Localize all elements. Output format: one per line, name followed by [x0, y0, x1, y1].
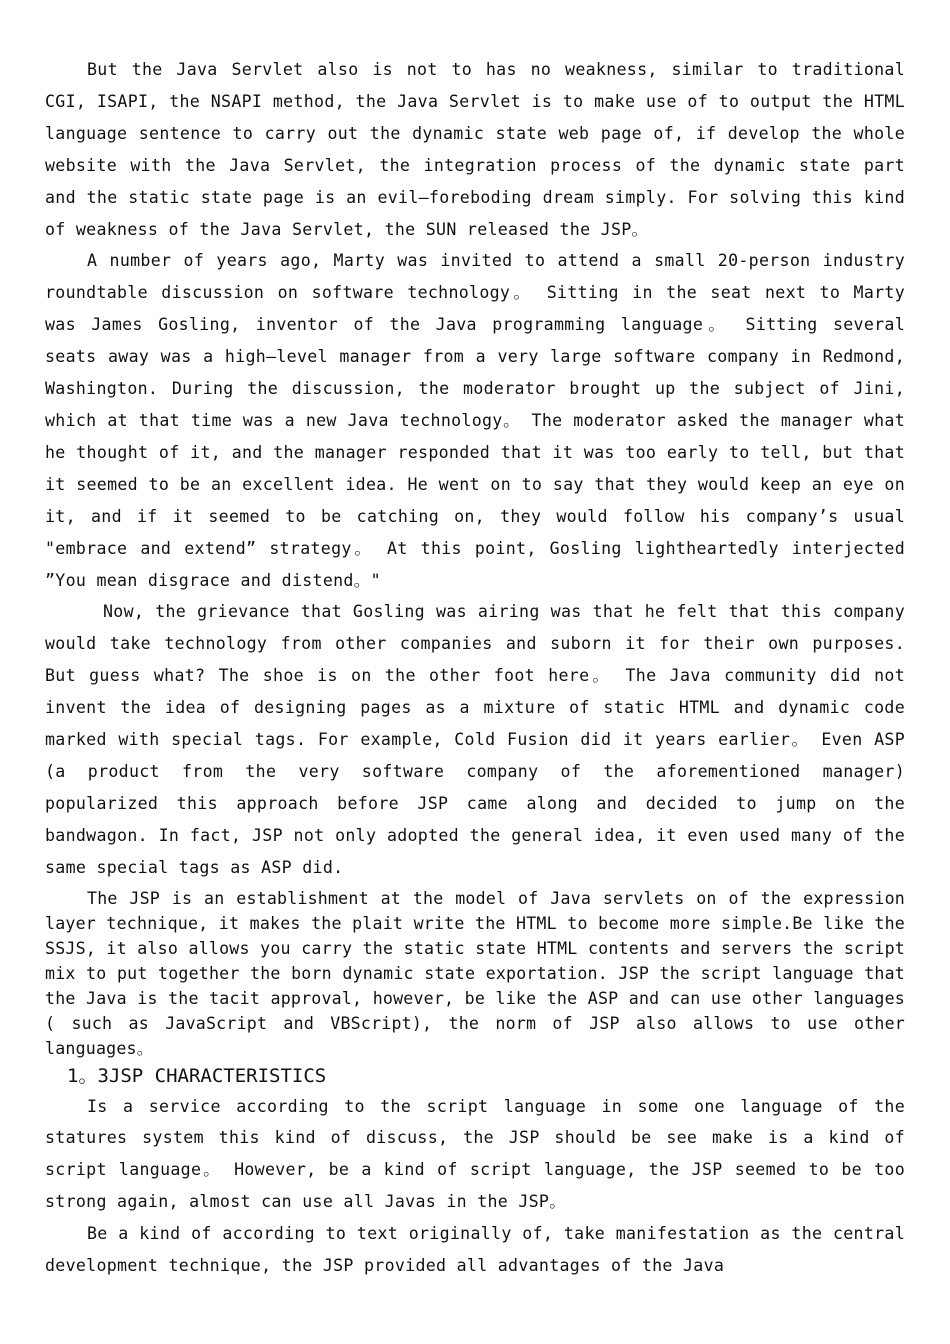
document-page [45, 54, 905, 1282]
paragraph-grievance: Now, the grievance that Gosling was airing was that he felt that this company would take technology from other companies and suborn it for their own purposes. But guess what? The shoe is on the other foot here。 The Java community did not invent the idea of designing pages as a mixture of static HTML and dynamic code marked with special tags. For example, Cold Fusion did it years earlier。 Even ASP (a product from the very software company of the aforementioned manager) popularized this approach before JSP came along and decided to jump on the bandwagon. In fact, JSP not only adopted the general idea, it even used many of the same special tags as ASP did. [45, 602, 905, 877]
paragraph-jsp-establishment: The JSP is an establishment at the model of Java servlets on of the expression layer technique, it makes the plait write the HTML to become more simple.Be like the SSJS, it also allows you carry the static state HTML contents and servers the script mix to put together the born dynamic state exportation. JSP the script language that the Java is the tacit approval, however, be like the ASP and can use other languages ( such as JavaScript and VBScript), the norm of JSP also allows to use other languages。 [45, 888, 905, 1058]
paragraph-gosling-anecdote: A number of years ago, Marty was invited to attend a small 20-person industry roundtable discussion on software technology。 Sitting in the seat next to Marty was James Gosling, inventor of the Java programming language。 Sitting several seats away was a high—level manager from a very large software company in Redmond, Washington. During the discussion, the moderator brought up the subject of Jini, which at that time was a new Java technology。 The moderator asked the manager what he thought of it, and the manager responded that it was too early to tell, but that it seemed to be an excellent idea. He went on to say that they would keep an eye on it, and if it seemed to be catching on, they would follow his company’s usual "embrace and extend” strategy。 At this point, Gosling lightheartedly interjected ”You mean disgrace and distend。" [45, 251, 905, 590]
section-heading: 1。3JSP CHARACTERISTICS [67, 1064, 327, 1087]
paragraph-development-technique: Be a kind of according to text originally of, take manifestation as the central development technique, the JSP provided all advantages of the Java [45, 1224, 905, 1276]
paragraph-script-language: Is a service according to the script language in some one language of the statures system this kind of discuss, the JSP should be see make is a kind of script language。 However, be a kind of script language, the JSP seemed to be too strong again, almost can use all Javas in the JSP。 [45, 1096, 905, 1212]
paragraph-servlet-weakness: But the Java Servlet also is not to has no weakness, similar to traditional CGI, ISAPI, the NSAPI method, the Java Servlet is to make use of to output the HTML language sentence to carry out the dynamic state web page of, if develop the whole website with the Java Servlet, the integration process of the dynamic state part and the static state page is an evil—foreboding dream simply. For solving this kind of weakness of the Java Servlet, the SUN released the JSP。 [45, 60, 905, 239]
